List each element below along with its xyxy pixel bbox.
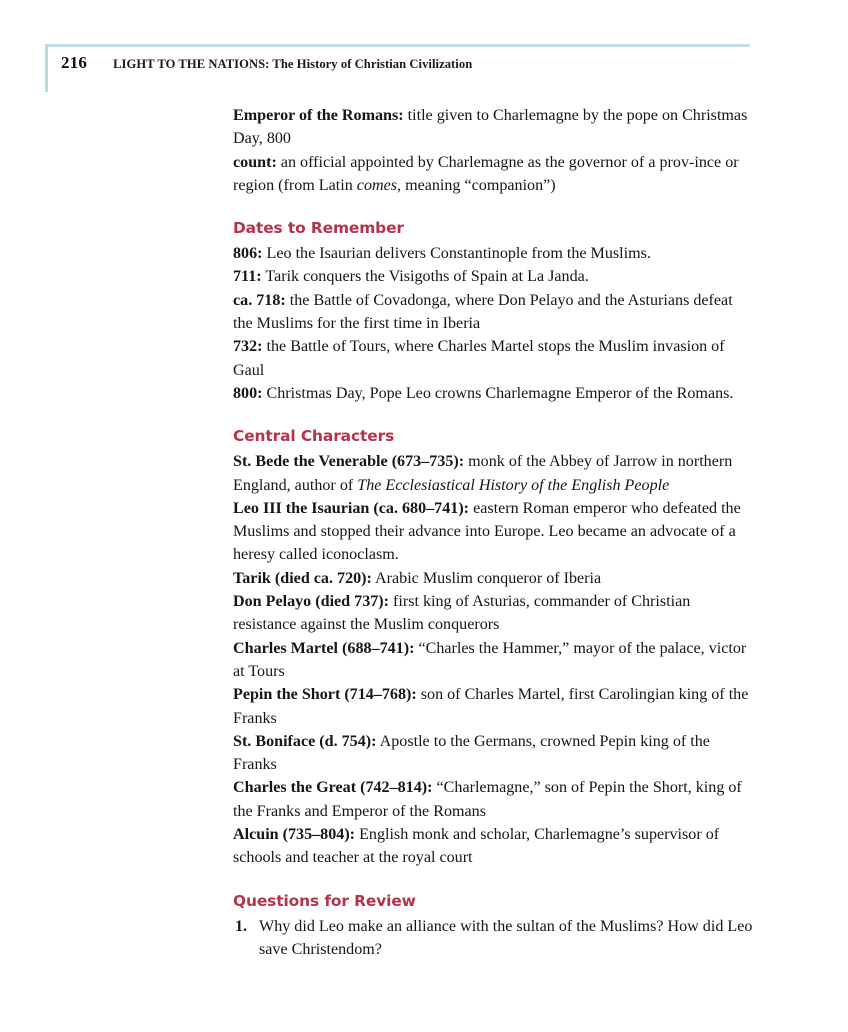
date-label: 711: xyxy=(233,268,262,286)
character-name: Charles the Great (742–814): xyxy=(233,779,433,797)
header-rule-top xyxy=(45,44,750,47)
characters-list xyxy=(233,450,753,869)
character-desc: first king of Asturias, commander of Christian resistance against the Muslim conquerors xyxy=(233,593,691,634)
glossary-entry xyxy=(233,151,753,198)
character-entry xyxy=(233,823,753,870)
glossary-definition-part2: , meaning “companion”) xyxy=(397,176,556,194)
character-entry xyxy=(233,590,753,637)
date-label: ca. 718: xyxy=(233,291,286,309)
character-entry xyxy=(233,730,753,777)
date-entry xyxy=(233,382,753,405)
heading-dates-to-remember: Dates to Remember xyxy=(233,219,404,238)
character-entry xyxy=(233,450,753,497)
character-desc: “Charles the Hammer,” mayor of the palace, victor at Tours xyxy=(233,639,747,680)
date-label: 732: xyxy=(233,338,263,356)
character-entry xyxy=(233,637,753,684)
character-name: Pepin the Short (714–768): xyxy=(233,686,417,704)
spacer xyxy=(233,197,753,218)
date-entry xyxy=(233,242,753,265)
character-entry xyxy=(233,683,753,730)
character-desc: eastern Roman emperor who defeated the Muslims and stopped their advance into Europe. Leo became an advocate of a heresy called iconoclasm. xyxy=(233,499,741,564)
character-desc: Apostle to the Germans, crowned Pepin king of the Franks xyxy=(233,732,710,774)
character-desc: English monk and scholar, Charlemagne’s supervisor of schools and teacher at the royal court xyxy=(233,826,720,867)
character-name: Charles Martel (688–741): xyxy=(233,639,415,657)
glossary-entries xyxy=(233,104,753,197)
spacer xyxy=(233,870,753,891)
glossary-term: count: xyxy=(233,153,277,171)
glossary-latin-word: comes xyxy=(356,176,398,194)
heading-questions-for-review: Questions for Review xyxy=(233,891,416,910)
glossary-definition-part1: an official appointed by Charlemagne as the governor of a prov-ince or region (from Latin xyxy=(233,153,739,194)
glossary-term: Emperor of the Romans: xyxy=(233,107,404,124)
character-desc: “Charlemagne,” son of Pepin the Short, king of the Franks and Emperor of the Romans xyxy=(233,779,742,820)
date-label: 806: xyxy=(233,245,263,263)
question-number: 1. xyxy=(235,917,248,935)
date-entry xyxy=(233,289,753,336)
date-text: Leo the Isaurian delivers Constantinople from the Muslims. xyxy=(262,245,651,263)
date-text: Tarik conquers the Visigoths of Spain at La Janda. xyxy=(261,268,589,286)
text-column xyxy=(233,104,753,961)
character-name: St. Boniface (d. 754): xyxy=(233,732,377,750)
character-entry xyxy=(233,497,753,567)
character-name: St. Bede the Venerable (673–735): xyxy=(233,453,465,471)
page-number: 216 xyxy=(61,53,88,72)
heading-central-characters: Central Characters xyxy=(233,427,395,446)
character-name: Tarik (died ca. 720): xyxy=(233,569,372,587)
date-entry xyxy=(233,265,753,288)
character-desc: monk of the Abbey of Jarrow in northern England, author of xyxy=(233,453,733,494)
question-item xyxy=(233,915,753,962)
date-text: the Battle of Tours, where Charles Martel stops the Muslim invasion of Gaul xyxy=(233,338,725,379)
character-desc: son of Charles Martel, first Carolingian king of the Franks xyxy=(233,686,749,727)
running-head xyxy=(61,53,472,73)
character-entry xyxy=(233,567,753,590)
character-work-title: The Ecclesiastical History of the English People xyxy=(357,476,670,494)
question-text: Why did Leo make an alliance with the sultan of the Muslims? How did Leo save Christendom? xyxy=(259,917,753,958)
character-name: Leo III the Isaurian (ca. 680–741): xyxy=(233,499,470,517)
character-name: Don Pelayo (died 737): xyxy=(233,593,390,611)
dates-list xyxy=(233,242,753,405)
glossary-definition: title given to Charlemagne by the pope on Christmas Day, 800 xyxy=(233,107,748,148)
running-title: LIGHT TO THE NATIONS: The History of Christian Civilization xyxy=(113,57,473,71)
date-text: the Battle of Covadonga, where Don Pelayo and the Asturians defeat the Muslims for the first time in Iberia xyxy=(233,291,733,333)
date-entry xyxy=(233,335,753,382)
glossary-entry xyxy=(233,104,753,151)
character-entry xyxy=(233,776,753,823)
date-label: 800: xyxy=(233,384,263,402)
character-name: Alcuin (735–804): xyxy=(233,826,356,844)
character-desc: Arabic Muslim conqueror of Iberia xyxy=(371,569,602,587)
date-text: Christmas Day, Pope Leo crowns Charlemagne Emperor of the Romans. xyxy=(262,384,734,402)
questions-list xyxy=(233,915,753,962)
spacer xyxy=(233,405,753,426)
header-rule-left xyxy=(45,44,48,92)
